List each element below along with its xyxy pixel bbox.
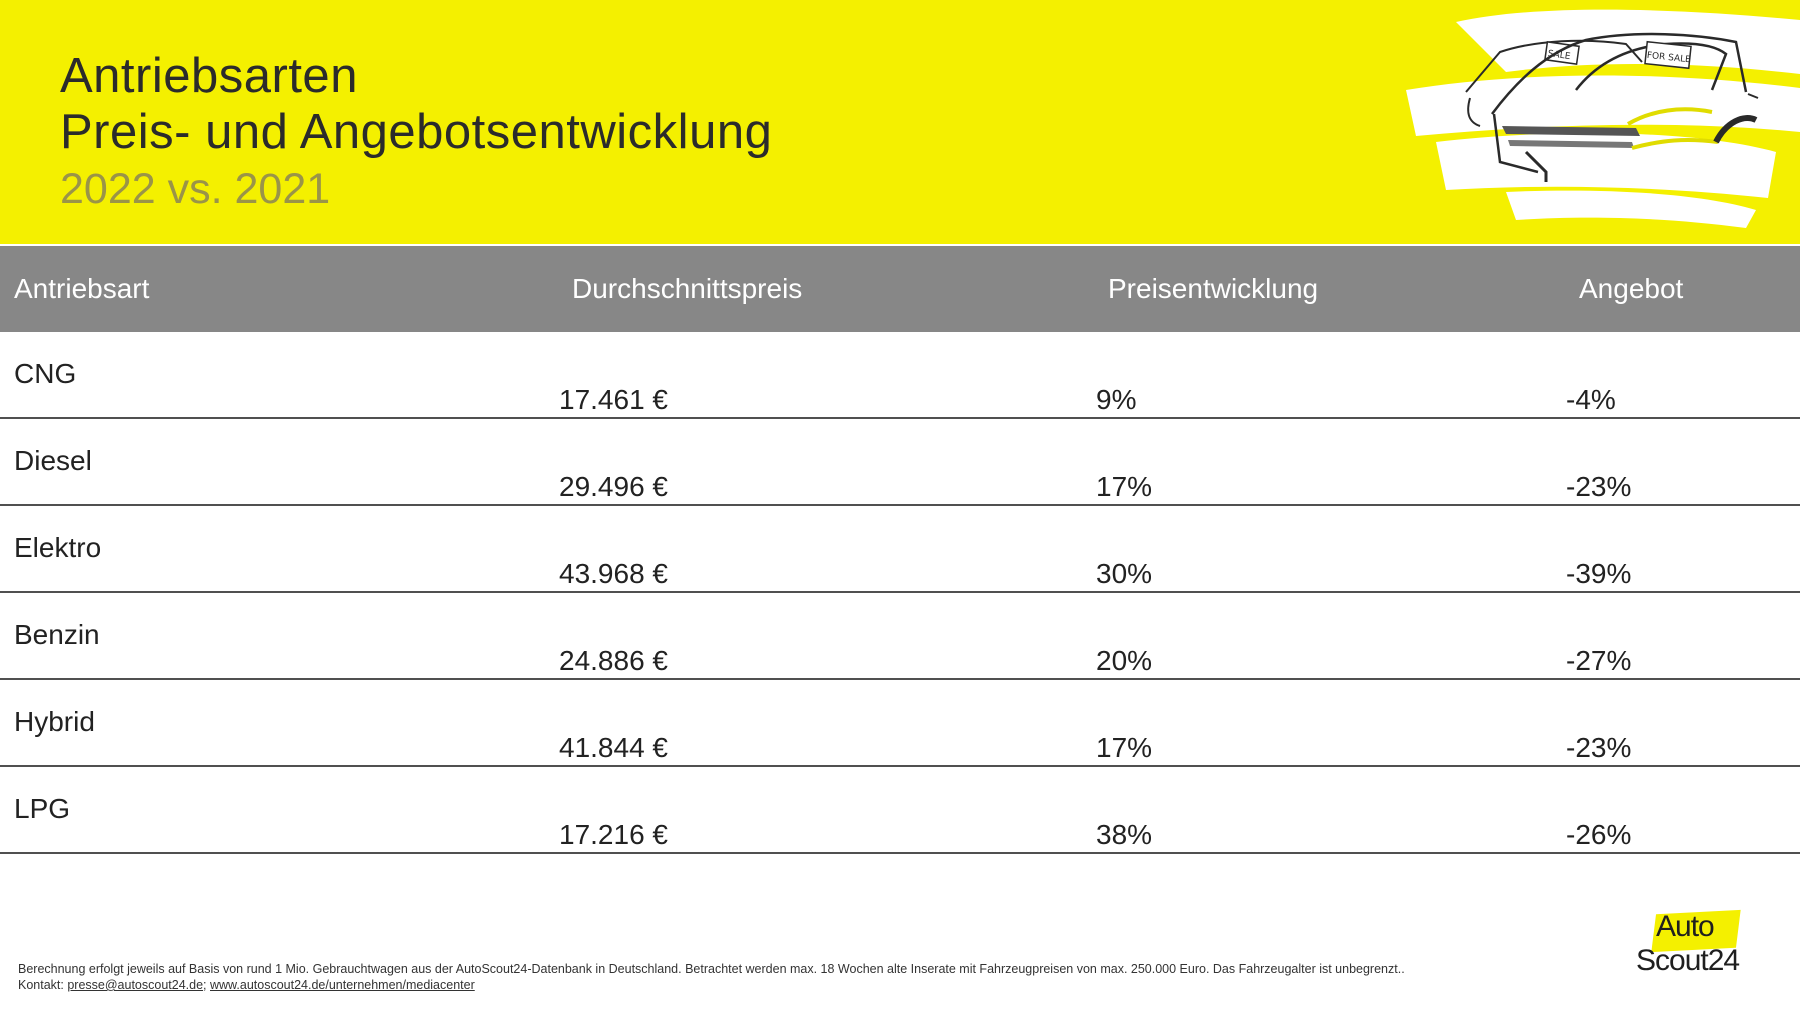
logo-text-scout24: Scout24 xyxy=(1636,944,1740,977)
column-header-angebot: Angebot xyxy=(1579,273,1684,304)
column-header-preisentwicklung: Preisentwicklung xyxy=(1108,273,1319,304)
cell-preisentwicklung: 20% xyxy=(1096,645,1153,676)
cell-durchschnittspreis: 43.968 € xyxy=(559,558,668,589)
cell-antriebsart: Elektro xyxy=(14,532,102,563)
page-title-line1: Antriebsarten xyxy=(60,49,358,103)
cell-preisentwicklung: 17% xyxy=(1096,471,1153,502)
table-row xyxy=(0,680,1800,767)
car-sketch-icon xyxy=(1396,2,1800,234)
title-block xyxy=(60,48,772,216)
cell-angebot: -39% xyxy=(1566,558,1632,589)
logo-text-auto: Auto xyxy=(1656,910,1714,943)
contact-label: Kontakt: xyxy=(18,978,68,992)
contact-email-link[interactable]: presse@autoscout24.de xyxy=(67,978,204,992)
page-subtitle: 2022 vs. 2021 xyxy=(60,165,331,213)
table-row xyxy=(0,767,1800,854)
cell-angebot: -26% xyxy=(1566,819,1632,850)
autoscout24-logo xyxy=(1632,908,1742,976)
footnote-methodology: Berechnung erfolgt jeweils auf Basis von rund 1 Mio. Gebrauchtwagen aus der AutoScout24-Datenbank in Deutschland. Betrachtet werden max. 18 Wochen alte Inserate mit Fahrzeugpreisen von max. 250.000 Euro. Das Fahrzeugalter ist unbegrenzt.. xyxy=(18,962,1405,976)
footnote xyxy=(18,961,1405,993)
table-row xyxy=(0,506,1800,593)
table-header xyxy=(0,246,1800,332)
header-banner xyxy=(0,0,1800,244)
cell-preisentwicklung: 17% xyxy=(1096,732,1153,763)
cell-angebot: -4% xyxy=(1566,384,1616,415)
for-sale-sign-text: FOR SALE xyxy=(1646,50,1692,66)
cell-angebot: -23% xyxy=(1566,732,1632,763)
mediacenter-link[interactable]: www.autoscout24.de/unternehmen/mediacenter xyxy=(210,978,475,992)
cell-antriebsart: LPG xyxy=(14,793,71,824)
page-title-line2: Preis- und Angebotsentwicklung xyxy=(60,105,773,159)
cell-antriebsart: CNG xyxy=(14,358,77,389)
footnote-contact xyxy=(18,977,1405,993)
cell-preisentwicklung: 30% xyxy=(1096,558,1153,589)
cell-antriebsart: Benzin xyxy=(14,619,100,650)
cell-durchschnittspreis: 17.216 € xyxy=(559,819,668,850)
table-body xyxy=(0,332,1800,854)
cell-preisentwicklung: 9% xyxy=(1096,384,1137,415)
cell-angebot: -27% xyxy=(1566,645,1632,676)
cell-preisentwicklung: 38% xyxy=(1096,819,1153,850)
cell-angebot: -23% xyxy=(1566,471,1632,502)
column-header-durchschnittspreis: Durchschnittspreis xyxy=(572,273,803,304)
table-row xyxy=(0,419,1800,506)
cell-durchschnittspreis: 29.496 € xyxy=(559,471,668,502)
cell-antriebsart: Hybrid xyxy=(14,706,95,737)
cell-durchschnittspreis: 24.886 € xyxy=(559,645,668,676)
column-header-antriebsart: Antriebsart xyxy=(14,273,150,304)
sale-sign-text: SALE xyxy=(1547,49,1571,63)
cell-antriebsart: Diesel xyxy=(14,445,92,476)
table-row xyxy=(0,593,1800,680)
table-row xyxy=(0,332,1800,419)
cell-durchschnittspreis: 41.844 € xyxy=(559,732,668,763)
cell-durchschnittspreis: 17.461 € xyxy=(559,384,668,415)
contact-separator: ; xyxy=(203,978,210,992)
